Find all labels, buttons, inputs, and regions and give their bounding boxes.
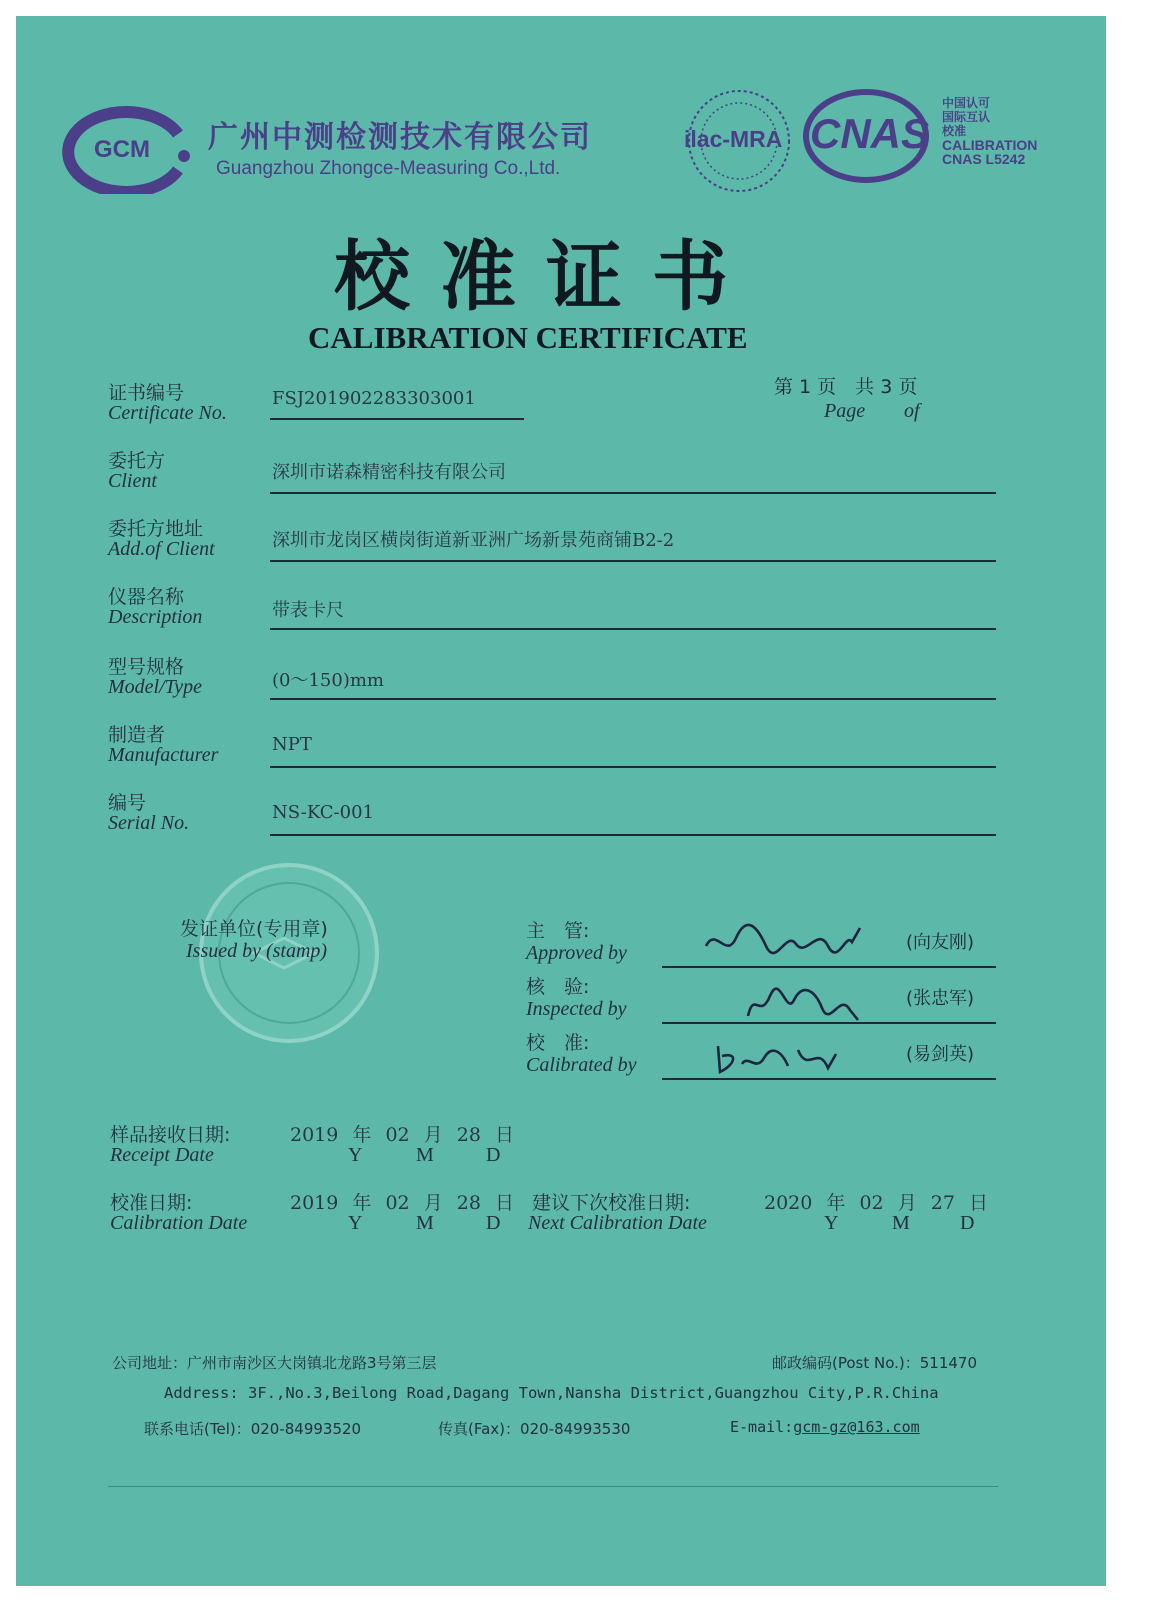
calibration-date-label-en: Calibration Date (110, 1212, 248, 1234)
receipt-y-caption: Y (348, 1144, 363, 1166)
model-value: (0～150)mm (272, 670, 384, 691)
next-y-caption: Y (824, 1212, 839, 1234)
receipt-date-label-zh: 样品接收日期: (110, 1124, 231, 1146)
footer-fax: 传真(Fax)：020-84993530 (438, 1420, 631, 1438)
footer-tel: 联系电话(Tel)：020-84993520 (144, 1420, 362, 1438)
calibrated-label-en: Calibrated by (526, 1054, 637, 1076)
description-underline (270, 628, 996, 630)
cnas-caption-en: CALIBRATION (942, 137, 1038, 153)
calibrated-name: (易剑英) (906, 1044, 975, 1065)
cnas-caption-zh-1: 中国认可 (942, 96, 991, 110)
receipt-month-unit: 月 (423, 1124, 443, 1146)
model-label-en: Model/Type (108, 676, 203, 698)
cert-no-label-en: Certificate No. (108, 402, 227, 424)
next-date-label-en: Next Calibration Date (528, 1212, 707, 1234)
calibrated-signature (712, 1034, 852, 1080)
footer-divider (108, 1486, 998, 1487)
inspected-label-zh: 核 验: (526, 976, 590, 998)
address-label-en: Add.of Client (108, 538, 215, 560)
inspected-signature (740, 980, 870, 1028)
serial-value: NS-KC-001 (272, 802, 374, 823)
approved-name: (向友刚) (906, 932, 975, 953)
calibrated-underline (662, 1078, 996, 1080)
receipt-date-value (290, 1120, 514, 1147)
serial-label-en: Serial No. (108, 812, 190, 834)
next-m-caption: M (892, 1212, 910, 1234)
company-name-en: Guangzhou Zhongce-Measuring Co.,Ltd. (216, 158, 561, 179)
footer-email-label: E-mail: (730, 1418, 794, 1436)
company-name-zh: 广州中测检测技术有限公司 (208, 120, 592, 155)
footer-postcode: 邮政编码(Post No.)：511470 (772, 1354, 978, 1372)
calibration-day: 28 (456, 1192, 481, 1214)
client-underline (270, 492, 996, 494)
manufacturer-label-en: Manufacturer (108, 744, 219, 766)
description-value: 带表卡尺 (272, 600, 344, 621)
client-label-zh: 委托方 (108, 450, 166, 472)
calibration-m-caption: M (416, 1212, 434, 1234)
footer-address-en: Address: 3F.,No.3,Beilong Road,Dagang Town,Nansha District,Guangzhou City,P.R.China (164, 1384, 939, 1402)
of-label-en: of (904, 400, 920, 422)
cnas-text: CNAS (810, 110, 930, 157)
description-label-en: Description (108, 606, 203, 628)
issued-label-en: Issued by (stamp) (186, 940, 328, 962)
receipt-year-unit: 年 (352, 1124, 372, 1146)
receipt-month: 02 (385, 1124, 410, 1146)
receipt-day-unit: 日 (495, 1124, 515, 1146)
receipt-year: 2019 (290, 1124, 339, 1146)
certificate-page (16, 16, 1106, 1586)
inspected-label-en: Inspected by (526, 998, 627, 1020)
cnas-caption (942, 96, 1037, 166)
receipt-date-label-en: Receipt Date (110, 1144, 214, 1166)
next-d-caption: D (960, 1212, 975, 1234)
cert-no-underline (270, 418, 524, 420)
receipt-d-caption: D (486, 1144, 501, 1166)
calibrated-label-zh: 校 准: (526, 1032, 590, 1054)
serial-label-zh: 编号 (108, 792, 147, 814)
manufacturer-label-zh: 制造者 (108, 724, 166, 746)
next-day: 27 (930, 1192, 955, 1214)
next-day-unit: 日 (969, 1192, 989, 1214)
title-en: CALIBRATION CERTIFICATE (308, 320, 748, 355)
model-label-zh: 型号规格 (108, 656, 185, 678)
footer-email-link[interactable]: gcm-gz@163.com (793, 1418, 920, 1436)
cnas-number: CNAS L5242 (942, 151, 1026, 167)
footer-address-zh: 公司地址：广州市南沙区大岗镇北龙路3号第三层 (112, 1354, 437, 1372)
receipt-m-caption: M (416, 1144, 434, 1166)
ilac-mra-text: ilac-MRA (684, 126, 783, 152)
issued-label-zh: 发证单位(专用章) (180, 918, 328, 940)
next-date-label-zh: 建议下次校准日期: (532, 1192, 691, 1214)
model-underline (270, 698, 996, 700)
calibration-date-label-zh: 校准日期: (110, 1192, 193, 1214)
page-info-zh: 第 1 页 共 3 页 (774, 376, 918, 398)
address-label-zh: 委托方地址 (108, 518, 204, 540)
next-month-unit: 月 (897, 1192, 917, 1214)
address-underline (270, 560, 996, 562)
serial-underline (270, 834, 996, 836)
next-year: 2020 (764, 1192, 813, 1214)
approved-underline (662, 966, 996, 968)
approved-label-en: Approved by (526, 942, 627, 964)
calibration-year-unit: 年 (352, 1192, 372, 1214)
manufacturer-value: NPT (272, 734, 312, 755)
inspected-underline (662, 1022, 996, 1024)
client-label-en: Client (108, 470, 157, 492)
cnas-caption-zh-2: 国际互认 (942, 110, 991, 124)
calibration-d-caption: D (486, 1212, 501, 1234)
receipt-day: 28 (456, 1124, 481, 1146)
calibration-month-unit: 月 (423, 1192, 443, 1214)
next-month: 02 (859, 1192, 884, 1214)
footer-email (730, 1418, 920, 1436)
next-year-unit: 年 (826, 1192, 846, 1214)
title-zh: 校准证书 (334, 232, 758, 321)
inspected-name: (张忠军) (906, 988, 975, 1009)
gcm-logo-text: GCM (94, 136, 150, 163)
calibration-year: 2019 (290, 1192, 339, 1214)
calibration-date-value (290, 1188, 514, 1215)
approved-label-zh: 主 管: (526, 920, 590, 942)
cert-no-label-zh: 证书编号 (108, 382, 185, 404)
client-value: 深圳市诺森精密科技有限公司 (272, 462, 506, 483)
next-date-value (764, 1188, 988, 1215)
description-label-zh: 仪器名称 (108, 586, 185, 608)
approved-signature (700, 916, 870, 966)
manufacturer-underline (270, 766, 996, 768)
calibration-y-caption: Y (348, 1212, 363, 1234)
calibration-month: 02 (385, 1192, 410, 1214)
cert-no-value: FSJ201902283303001 (272, 388, 476, 409)
calibration-day-unit: 日 (495, 1192, 515, 1214)
address-value: 深圳市龙岗区横岗街道新亚洲广场新景苑商铺B2-2 (272, 530, 675, 551)
page-label-en: Page (824, 400, 866, 422)
cnas-caption-zh-3: 校准 (942, 124, 967, 138)
